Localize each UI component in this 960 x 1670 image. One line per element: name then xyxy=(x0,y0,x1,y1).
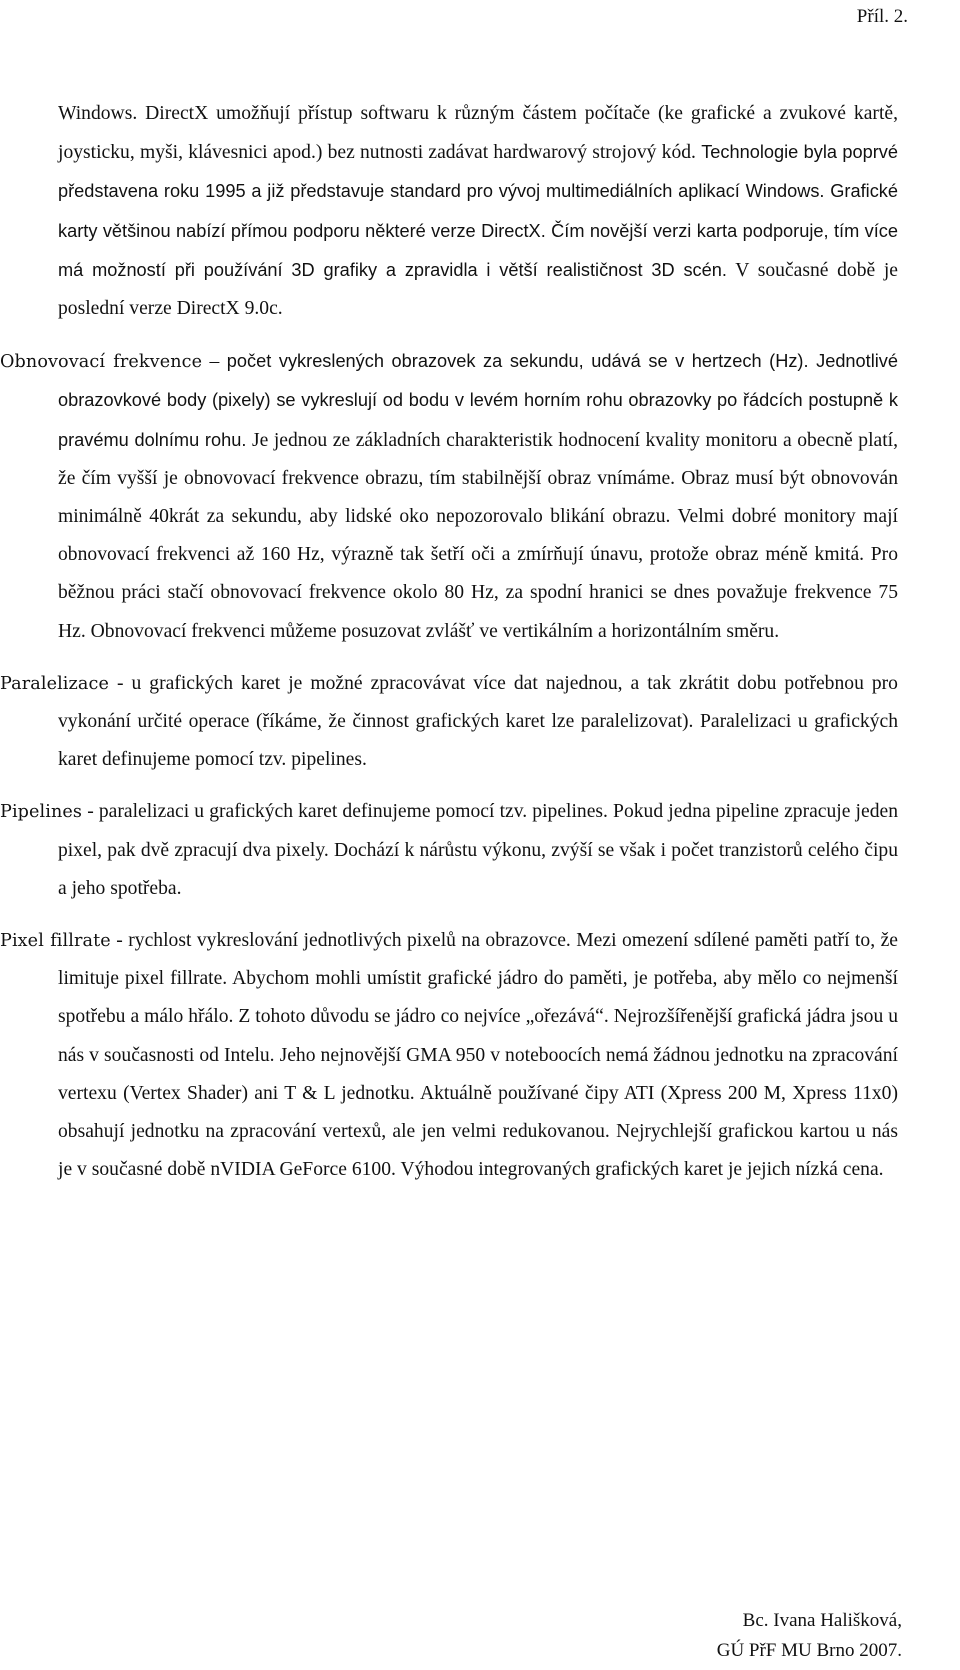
definition-pipelines xyxy=(0,793,898,908)
footer-signature xyxy=(717,1606,902,1666)
term-label: Paralelizace xyxy=(0,673,109,694)
footer-author: Bc. Ivana Hališková, xyxy=(742,1610,902,1631)
term-label: Pixel fillrate xyxy=(0,931,111,952)
document-body xyxy=(0,95,898,1189)
intro-text-3: V současné době je poslední verze DirectX 9.0c. xyxy=(58,259,899,320)
footer-institution: GÚ PřF MU Brno 2007. xyxy=(716,1640,902,1661)
definition-pixel-fillrate xyxy=(0,922,898,1189)
definition-text-sans: počet vykreslených obrazovek za sekundu, udává se v hertzech (Hz). Jednotlivé obrazovkové body (pixely) se vykreslují od bodu v levém horním rohu obrazovky po řádcích postupně k pravému dolnímu rohu. xyxy=(58,351,899,450)
intro-text-1: Windows. DirectX umožňují přístup softwaru k různým částem počítače (ke grafické a zvukové kartě, joysticku, myši, klávesnici apod.) bez nutnosti zadávat hardwarový strojový kód. xyxy=(58,103,898,164)
definition-text: Je jednou ze základních charakteristik hodnocení kvality monitoru a obecně platí, že čím vyšší je obnovovací frekvence obrazu, tím stabilnější obraz vnímáme. Obraz musí být obnovován minimálně 40krát za sekundu, aby lidské oko nepozorovalo blikání obrazu. Velmi dobré monitory mají obnovovací frekvenci až 160 Hz, výrazně tak šetří oči a zmírňují únavu, protože obraz méně kmitá. Pro běžnou práci stačí obnovovací frekvence okolo 80 Hz, za spodní hranici se dnes považuje frekvence 75 Hz. Obnovovací frekvenci můžeme posuzovat zvlášť ve vertikálním a horizontálním směru. xyxy=(58,429,898,642)
term-label: Obnovovací frekvence xyxy=(0,352,203,373)
intro-paragraph xyxy=(0,95,898,328)
definition-text: u grafických karet je možné zpracovávat více dat najednou, a tak zkrátit dobu potřebnou pro vykonání určité operace (říkáme, že činnost grafických karet lze paralelizovat). Paralelizaci u grafických karet definujeme pomocí tzv. pipelines. xyxy=(58,672,898,771)
definition-text: paralelizaci u grafických karet definujeme pomocí tzv. pipelines. Pokud jedna pipeline zpracuje jeden pixel, pak dvě zpracují dva pixely. Dochází k nárůstu výkonu, zvýší se však i počet tranzistorů celého čipu a jeho spotřeba. xyxy=(58,801,898,899)
definition-parallelization xyxy=(0,665,898,780)
term-separator: - xyxy=(110,930,129,952)
term-separator: - xyxy=(108,672,132,694)
term-separator: – xyxy=(202,351,227,373)
page-label: Příl. 2. xyxy=(856,6,908,27)
definition-text: rychlost vykreslování jednotlivých pixelů na obrazovce. Mezi omezení sdílené paměti patří to, že limituje pixel fillrate. Abychom mohli umístit grafické jádro do paměti, je potřeba, aby mělo co nejmenší spotřebu a málo hřálo. Z tohoto důvodu se jádro co nejvíce „ořezává“. Nejrozšířenější grafická jádra jsou u nás v současnosti od Intelu. Jeho nejnovější GMA 950 v noteboocích nemá žádnou jednotku na zpracování vertexu (Vertex Shader) ani T & L jednotku. Aktuálně používané čipy ATI (Xpress 200 M, Xpress 11x0) obsahují jednotku na zpracování vertexů, ale jen velmi redukovanou. Nejrychlejší grafickou kartou u nás je v současné době nVIDIA GeForce 6100. Výhodou integrovaných grafických karet je jejich nízká cena. xyxy=(58,930,898,1181)
term-label: Pipelines xyxy=(0,802,83,823)
definition-refresh-rate xyxy=(0,342,898,651)
term-separator: - xyxy=(82,801,99,823)
intro-text-2: Technologie byla poprvé představena roku 1995 a již představuje standard pro vývoj multimediálních aplikací Windows. Grafické karty většinou nabízí přímou podporu některé verze DirectX. Čím novější verzi karta podporuje, tím více má možností při používání 3D grafiky a zpravidla i větší realističnost 3D scén. xyxy=(58,142,899,280)
